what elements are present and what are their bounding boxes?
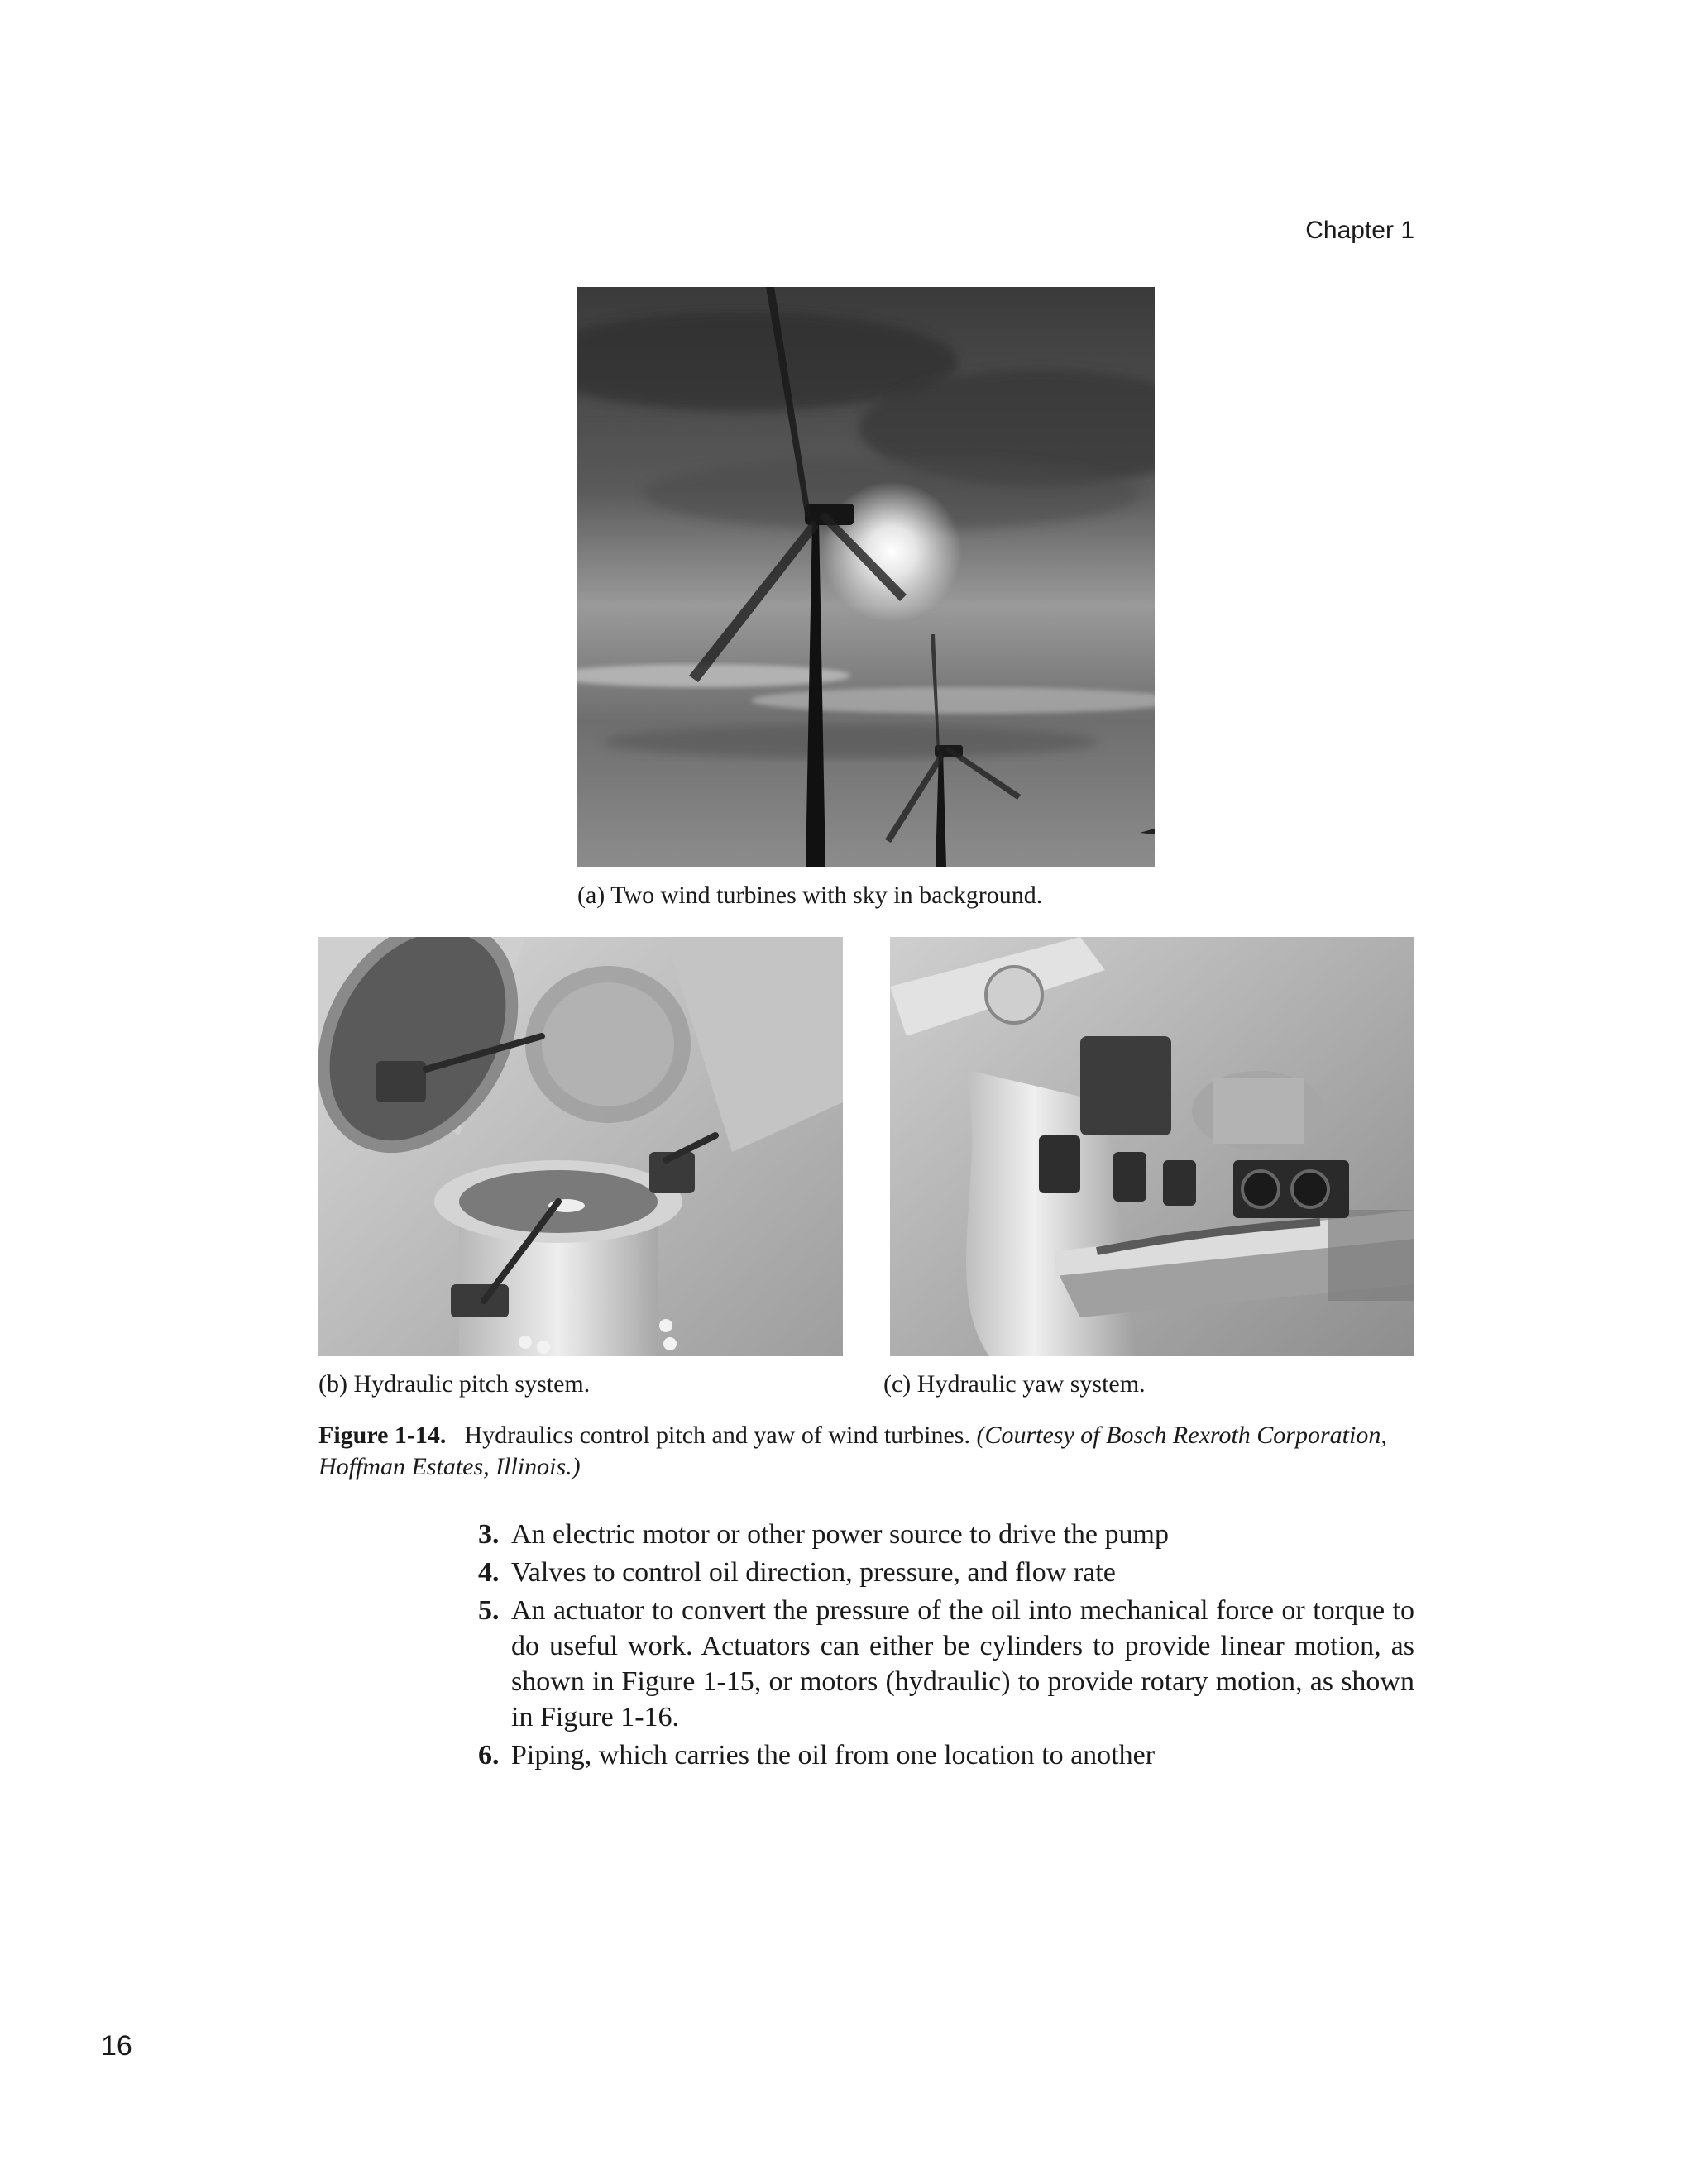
list-item-number: 3.: [478, 1519, 500, 1550]
numbered-list: [478, 1517, 1414, 1775]
list-item: [478, 1593, 1414, 1735]
hydraulic-yaw-system-photo: [890, 937, 1414, 1356]
figure-caption: [318, 1420, 1419, 1483]
list-item-text: Valves to control oil direction, pressure, and flow rate: [511, 1557, 1116, 1588]
list-item-text: An actuator to convert the pressure of the oil into mechanical force or torque to do useful work. Actuators can either be cylinders to provide linear motion, as shown in Figure 1-15, or motors (hydraulic) to provide rotary motion, as shown in Figure 1-16.: [511, 1595, 1414, 1732]
hydraulic-pitch-system-photo: [318, 937, 843, 1356]
subfigure-c-caption: (c) Hydraulic yaw system.: [883, 1370, 1146, 1398]
list-item-number: 6.: [478, 1740, 500, 1771]
list-item-number: 5.: [478, 1595, 500, 1626]
list-item-text: An electric motor or other power source to drive the pump: [511, 1519, 1169, 1550]
list-item-number: 4.: [478, 1557, 500, 1588]
page-number: 16: [101, 2030, 132, 2062]
wind-turbines-photo: [577, 287, 1155, 867]
list-item: [478, 1517, 1414, 1552]
figure-label: Figure 1-14.: [318, 1422, 447, 1449]
subfigure-a-caption: (a) Two wind turbines with sky in background.: [577, 882, 1043, 909]
figure-credit: (Courtesy of Bosch Rexroth Corporation, Hoffman Estates, Illinois.): [318, 1422, 1387, 1480]
list-item: [478, 1737, 1414, 1773]
list-item-text: Piping, which carries the oil from one location to another: [511, 1740, 1156, 1771]
subfigure-b-caption: (b) Hydraulic pitch system.: [318, 1370, 591, 1398]
figure-caption-text: Hydraulics control pitch and yaw of wind turbines.: [464, 1422, 970, 1449]
running-head: Chapter 1: [1305, 217, 1414, 244]
list-item: [478, 1555, 1414, 1590]
